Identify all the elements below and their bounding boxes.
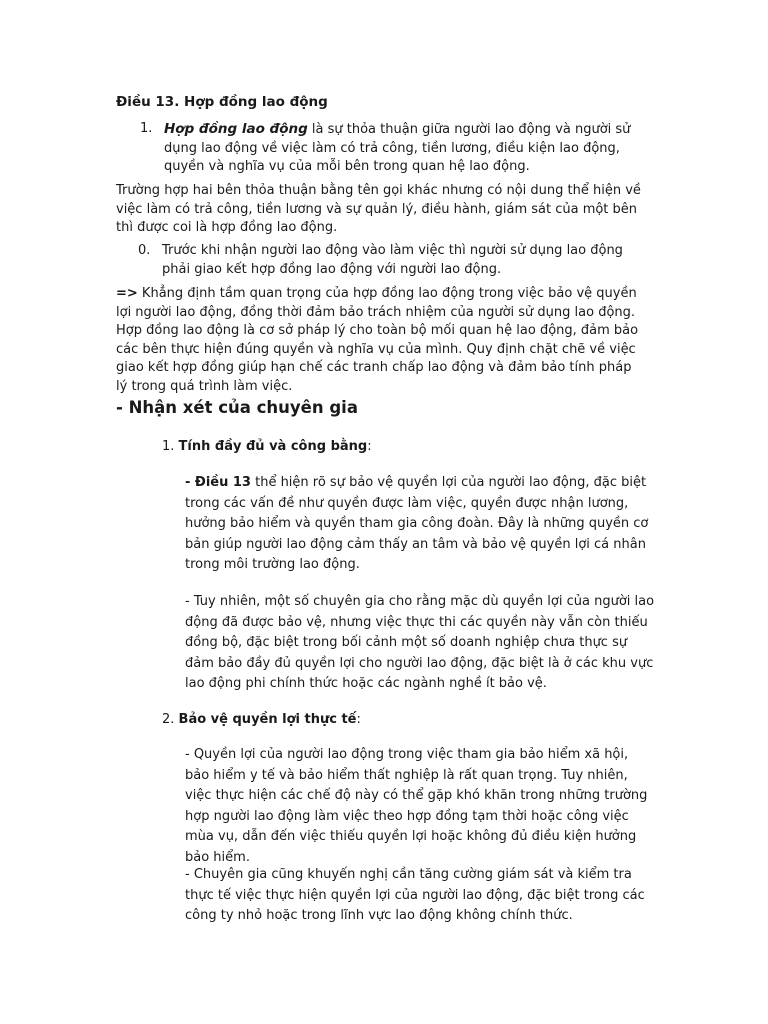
sub-1-paragraph-2: - Tuy nhiên, một số chuyên gia cho rằng mặc dù quyền lợi của người lao động đã được bảo vệ, nhưng việc thực thi các quyền này vẫn còn thiếu đồng bộ, đặc biệt trong bối cảnh một số doanh nghiệp chưa thực sự đảm bảo đầy đủ quyền lợi cho người lao động, đặc biệt là ở các khu vực lao động phi chính thức hoặc các ngành nghề ít bảo vệ. (185, 594, 655, 691)
sub-2-number: 2. (162, 712, 175, 727)
item-0 (138, 242, 654, 279)
sub-2-title: Bảo vệ quyền lợi thực tế (178, 712, 357, 727)
sub-heading-2 (162, 712, 361, 727)
sub-1-colon: : (367, 439, 372, 454)
item-1 (140, 120, 654, 177)
sub-2-colon: : (356, 712, 361, 727)
sub-1-number: 1. (162, 439, 175, 454)
sub-heading-1 (162, 439, 372, 454)
article-title: Điều 13. Hợp đồng lao động (116, 94, 328, 110)
expert-heading: - Nhận xét của chuyên gia (116, 398, 358, 417)
case-paragraph: Trường hợp hai bên thỏa thuận bằng tên gọi khác nhưng có nội dung thể hiện về việc làm có trả công, tiền lương và sự quản lý, điều hành, giám sát của một bên thì được coi là hợp đồng lao động. (116, 183, 641, 235)
sub-1-para-1-text: thể hiện rõ sự bảo vệ quyền lợi của người lao động, đặc biệt trong các vấn đề như quyền được làm việc, quyền được nhận lương, hưởng bảo hiểm và quyền tham gia công đoàn. Đây là những quyền cơ bản giúp người lao động cảm thấy an tâm và bảo vệ quyền lợi cá nhân trong môi trường lao động. (185, 475, 649, 572)
item-1-text: là sự thỏa thuận giữa người lao động và người sử dụng lao động về việc làm có trả công, tiền lương, điều kiện lao động, quyền và nghĩa vụ của mỗi bên trong quan hệ lao động. (164, 122, 631, 174)
sub-1-paragraph-1 (185, 473, 655, 576)
item-0-number: 0. (138, 243, 151, 258)
sub-2-paragraph-2: - Chuyên gia cũng khuyến nghị cần tăng cường giám sát và kiểm tra thực tế việc thực hiện quyền lợi của người lao động, đặc biệt trong các công ty nhỏ hoặc trong lĩnh vực lao động không chính thức. (185, 867, 645, 923)
sub-1-para-1-lead: - Điều 13 (185, 475, 251, 490)
item-1-number: 1. (140, 121, 153, 136)
conclusion-paragraph (116, 285, 646, 396)
conclusion-arrow: => (116, 286, 138, 301)
item-1-term: Hợp đồng lao động (164, 121, 308, 137)
conclusion-text: Khẳng định tầm quan trọng của hợp đồng lao động trong việc bảo vệ quyền lợi người lao động, đồng thời đảm bảo trách nhiệm của người sử dụng lao động. Hợp đồng lao động là cơ sở pháp lý cho toàn bộ mối quan hệ lao động, đảm bảo các bên thực hiện đúng quyền và nghĩa vụ của mình. Quy định chặt chẽ về việc giao kết hợp đồng giúp hạn chế các tranh chấp lao động và đảm bảo tính pháp lý trong quá trình làm việc. (116, 286, 639, 394)
item-0-text: Trước khi nhận người lao động vào làm việc thì người sử dụng lao động phải giao kết hợp đồng lao động với người lao động. (162, 243, 623, 277)
sub-1-title: Tính đầy đủ và công bằng (178, 439, 368, 454)
sub-2-paragraph-1: - Quyền lợi của người lao động trong việc tham gia bảo hiểm xã hội, bảo hiểm y tế và bảo hiểm thất nghiệp là rất quan trọng. Tuy nhiên, việc thực hiện các chế độ này có thể gặp khó khăn trong những trường hợp người lao động làm việc theo hợp đồng tạm thời hoặc công việc mùa vụ, dẫn đến việc thiếu quyền lợi hoặc không đủ điều kiện hưởng bảo hiểm. (185, 747, 648, 865)
